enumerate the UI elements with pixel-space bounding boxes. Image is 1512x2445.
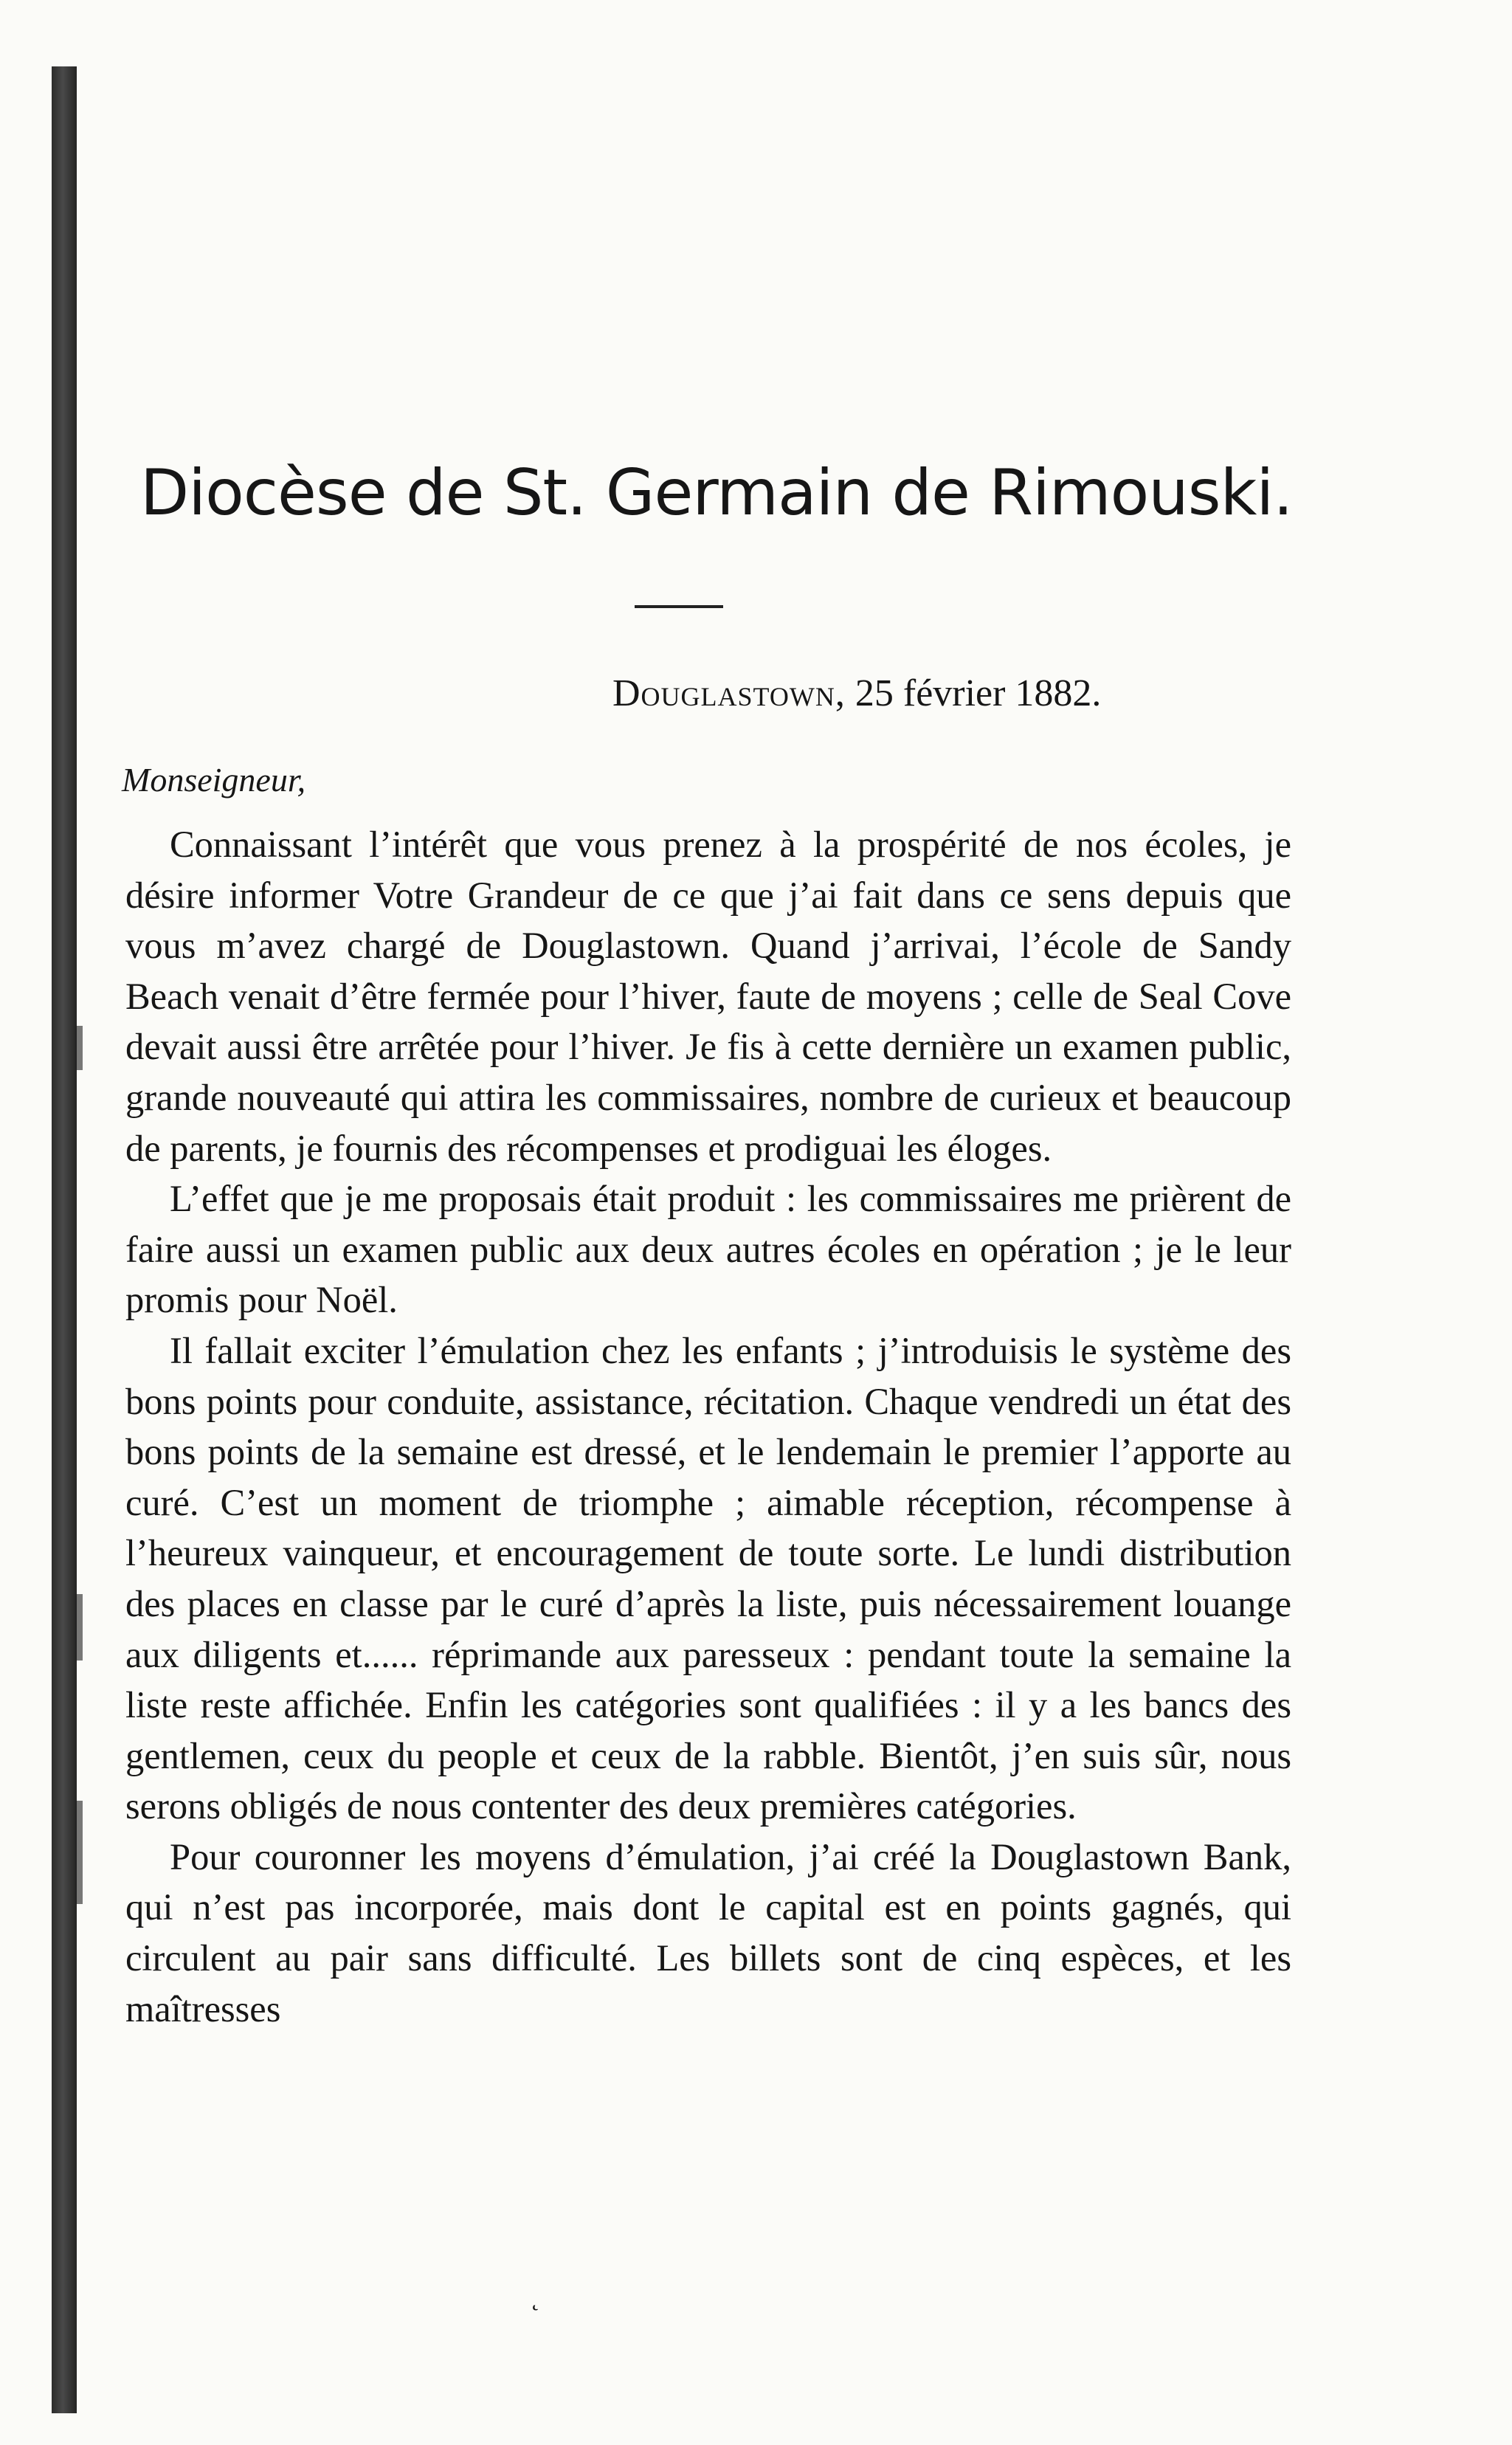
dateline-place: Douglastown, [612,672,846,714]
binding-speck [75,1594,83,1661]
salutation: Monseigneur, [122,761,306,799]
dateline-date: 25 février 1882. [855,672,1102,714]
paragraph: Pour couronner les moyens d’émulation, j’ai créé la Douglastown Bank, qui n’est pas incorporée, mais dont le capital est en points gagnés, qui circulent au pair sans difficulté. Les billets sont de cinq espèces, et les maîtresses [125,1835,1291,2030]
page-binding-edge [52,66,77,2413]
dateline [612,672,1101,715]
binding-speck [75,1801,83,1904]
paragraph: Il fallait exciter l’émulation chez les enfants ; j’introduisis le système des bons points pour conduite, assistance, récitation. Chaque vendredi un état des bons points de la semaine est dressé, et le lendemain le premier l’apporte au curé. C’est un moment de triomphe ; aimable réception, récompense à l’heureux vainqueur, et encouragement de toute sorte. Le lundi distribution des places en classe par le curé d’après la liste, puis nécessairement louange aux diligents et...... réprimande aux paresseux : pendant toute la semaine la liste reste affichée. Enfin les catégories sont qualifiées : il y a les bancs des gentlemen, ceux du people et ceux de la rabble. Bientôt, j’en suis sûr, nous serons obligés de nous contenter des deux premières catégories. [125,1329,1291,1827]
paragraph: Connaissant l’intérêt que vous prenez à la prospérité de nos écoles, je désire informer Votre Grandeur de ce que j’ai fait dans ce sens depuis que vous m’avez chargé de Douglastown. Quand j’arrivai, l’école de Sandy Beach venait d’être fermée pour l’hiver, faute de moyens ; celle de Seal Cove devait aussi être arrêtée pour l’hiver. Je fis à cette dernière un examen public, grande nouveauté qui attira les commissaires, nombre de curieux et beaucoup de parents, je fournis des récompenses et prodiguai les éloges. [125,824,1291,1169]
document-title: Diocèse de St. Germain de Rimouski. [140,456,1293,530]
paragraph: L’effet que je me proposais était produit : les commissaires me prièrent de faire aussi un examen public aux deux autres écoles en opération ; je le leur promis pour Noël. [125,1178,1291,1321]
title-rule [635,605,723,608]
print-speck: ˛ [531,2284,540,2311]
letter-body [125,819,1291,2034]
binding-speck [75,1026,83,1070]
